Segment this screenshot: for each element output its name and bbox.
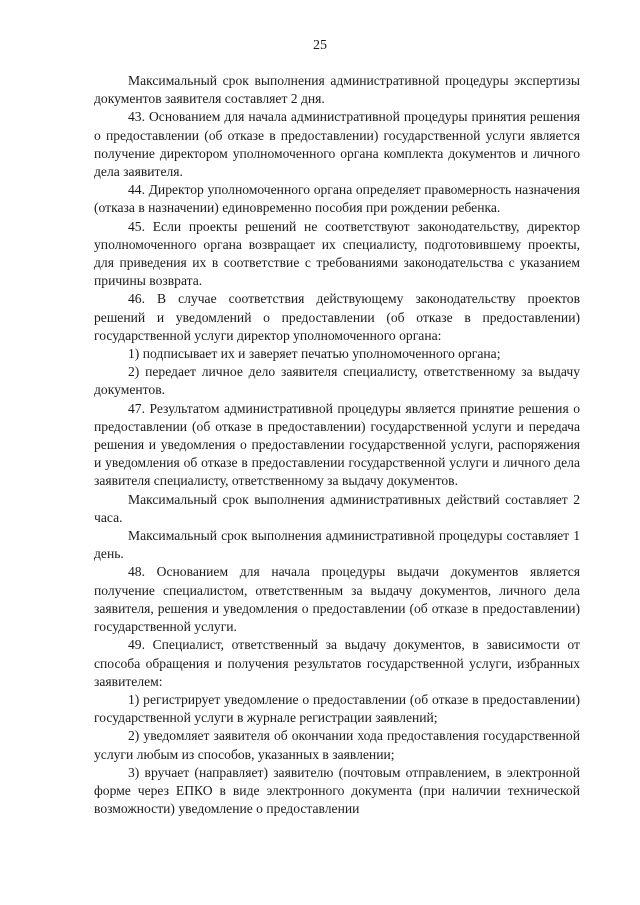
paragraph-46-item-2: 2) передает личное дело заявителя специалисту, ответственному за выдачу документов. — [94, 364, 580, 398]
paragraph-45: 45. Если проекты решений не соответствуют законодательству, директор уполномоченного органа возвращает их специалисту, подготовившему проекты, для приведения их в соответствие с требованиями законодательства с указанием причины возврата. — [94, 218, 580, 289]
paragraph-49-item-1: 1) регистрирует уведомление о предоставлении (об отказе в предоставлении) государственной услуги в журнале регистрации заявлений; — [94, 691, 580, 726]
page-number: 25 — [313, 38, 327, 53]
paragraph-max-term-actions: Максимальный срок выполнения административных действий составляет 2 часа. — [94, 491, 580, 525]
paragraph-47: 47. Результатом административной процедуры является принятие решения о предоставлении (об отказе в предоставлении) государственной услуги и передача решения и уведомления о предоставлении государственной услуги, распоряжения и уведомления об отказе в предоставлении государственной услуги и личного дела заявителя специалисту, ответственному за выдачу документов. — [94, 400, 580, 489]
paragraph-44: 44. Директор уполномоченного органа определяет правомерность назначения (отказа в назначении) единовременно пособия при рождении ребенка. — [94, 182, 580, 216]
document-body — [94, 72, 580, 818]
paragraph-46-item-1: 1) подписывает их и заверяет печатью уполномоченного органа; — [128, 346, 501, 362]
paragraph-49-item-3: 3) вручает (направляет) заявителю (почтовым отправлением, в электронной форме через ЕПКО в виде электронного документа (при наличии технической возможности) уведомление о предоставлении — [94, 764, 580, 817]
paragraph-46: 46. В случае соответствия действующему законодательству проектов решений и уведомлений о предоставлении (об отказе в предоставлении) государственной услуги директор уполномоченного органа: — [94, 291, 580, 343]
paragraph-48: 48. Основанием для начала процедуры выдачи документов является получение специалистом, ответственным за выдачу документов, личного дела заявителя, решения и уведомления о предоставлении (об отказе в предоставлении) государственной услуги. — [94, 564, 580, 635]
paragraph-43: 43. Основанием для начала административной процедуры принятия решения о предоставлении (об отказе в предоставлении) государственной услуги является получение директором уполномоченного органа комплекта документов и личного дела заявителя. — [94, 109, 580, 180]
paragraph-max-term-expertise: Максимальный срок выполнения административной процедуры экспертизы документов заявителя составляет 2 дня. — [94, 73, 580, 107]
paragraph-49-item-2: 2) уведомляет заявителя об окончании хода предоставления государственной услуги любым из способов, указанных в заявлении; — [94, 728, 580, 762]
paragraph-49: 49. Специалист, ответственный за выдачу документов, в зависимости от способа обращения и получения результатов государственной услуги, избранных заявителем: — [94, 637, 580, 689]
paragraph-max-term-procedure: Максимальный срок выполнения административной процедуры составляет 1 день. — [94, 528, 580, 562]
